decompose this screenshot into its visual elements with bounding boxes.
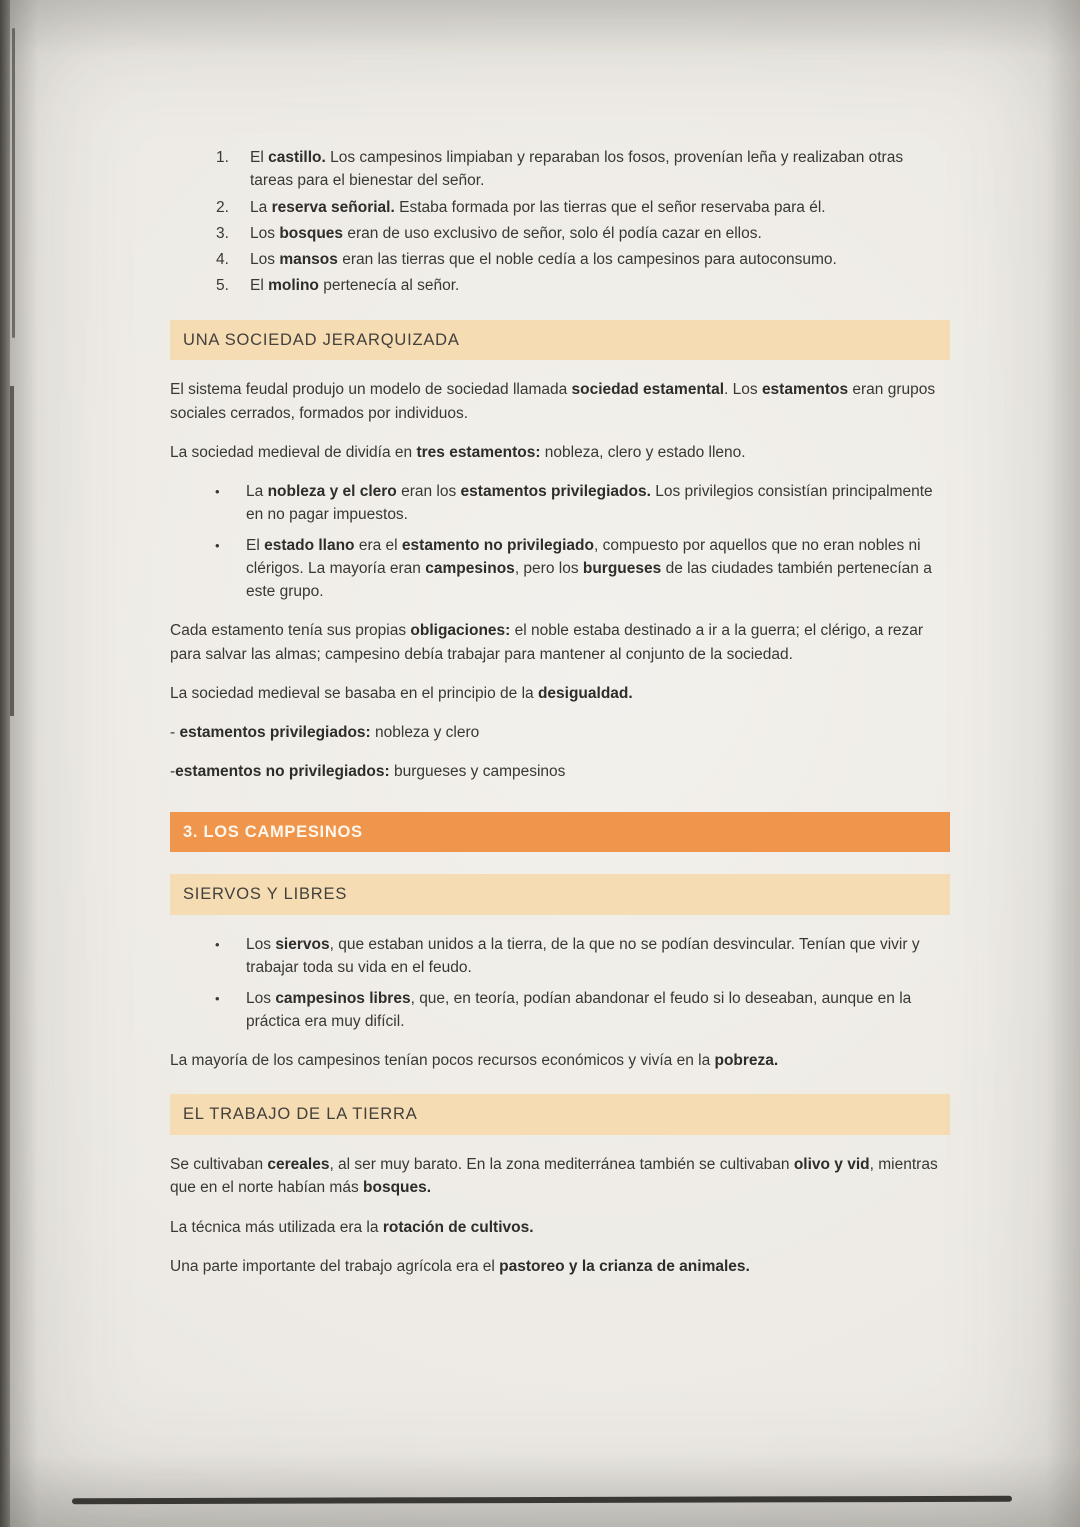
section-heading-siervos: SIERVOS Y LIBRES	[170, 874, 950, 915]
paragraph: Cada estamento tenía sus propias obligaciones: el noble estaba destinado a ir a la guerra; el clérigo, a rezar para salvar las almas; campesino debía trabajar para mantener al conjunto de la sociedad.	[170, 622, 924, 663]
bullet-list	[170, 933, 950, 1033]
scan-top-shadow	[0, 0, 1080, 56]
paragraph: La mayoría de los campesinos tenían pocos recursos económicos y vivía en la pobreza.	[170, 1052, 779, 1069]
bullet-list	[170, 480, 950, 603]
list-item	[216, 196, 950, 219]
scan-bottom-shadow	[0, 1455, 1080, 1527]
list-number: 2.	[216, 198, 229, 216]
list-item	[216, 146, 950, 193]
list-text: Los bosques eran de uso exclusivo de señor, solo él podía cazar en ellos.	[250, 224, 762, 242]
bullet-text: Los siervos, que estaban unidos a la tierra, de la que no se podían desvincular. Tenían que vivir y trabajar toda su vida en el feudo.	[246, 936, 920, 977]
list-text: La reserva señorial. Estaba formada por las tierras que el señor reservaba para él.	[250, 198, 826, 216]
scan-left-crease-top	[12, 28, 15, 338]
bullet-item	[215, 480, 950, 527]
bullet-marker: •	[215, 537, 220, 553]
bullet-text: El estado llano era el estamento no privilegiado, compuesto por aquellos que no eran nobles ni clérigos. La mayoría eran campesinos, pero los burgueses de las ciudades también pertenecían a este grupo.	[246, 536, 932, 600]
section-heading-jerarquizada: UNA SOCIEDAD JERARQUIZADA	[170, 320, 950, 361]
list-item	[216, 274, 950, 297]
bullet-item	[215, 933, 950, 980]
paragraph: El sistema feudal produjo un modelo de sociedad llamada sociedad estamental. Los estamentos eran grupos sociales cerrados, formados por individuos.	[170, 381, 936, 422]
document-content	[170, 146, 950, 1294]
paragraph: La sociedad medieval se basaba en el principio de la desigualdad.	[170, 684, 633, 702]
list-number: 5.	[216, 277, 229, 295]
list-number: 4.	[216, 251, 229, 268]
list-text: Los mansos eran las tierras que el noble cedía a los campesinos para autoconsumo.	[250, 251, 837, 268]
bullet-item	[215, 987, 950, 1034]
chapter-heading-campesinos: 3. LOS CAMPESINOS	[170, 812, 950, 853]
scan-left-edge	[0, 0, 10, 1527]
bullet-marker: •	[215, 484, 220, 499]
bullet-marker: •	[215, 990, 220, 1006]
list-text: El castillo. Los campesinos limpiaban y reparaban los fosos, provenían leña y realizaban otras tareas para el bienestar del señor.	[250, 149, 904, 190]
list-number: 3.	[216, 224, 229, 242]
bullet-marker: •	[215, 937, 220, 952]
dash-line: -estamentos no privilegiados: burgueses y campesinos	[170, 763, 566, 781]
scan-left-crease-mid	[10, 386, 14, 716]
paragraph: La técnica más utilizada era la rotación de cultivos.	[170, 1218, 534, 1236]
list-item	[216, 222, 950, 245]
paragraph: La sociedad medieval de dividía en tres estamentos: nobleza, clero y estado lleno.	[170, 443, 746, 461]
bullet-item	[215, 534, 950, 604]
bullet-text: Los campesinos libres, que, en teoría, podían abandonar el feudo si lo deseaban, aunque en la práctica era muy difícil.	[246, 989, 912, 1030]
dash-line: - estamentos privilegiados: nobleza y clero	[170, 724, 480, 741]
bullet-text: La nobleza y el clero eran los estamentos privilegiados. Los privilegios consistían principalmente en no pagar impuestos.	[246, 483, 933, 524]
paragraph: Una parte importante del trabajo agrícola era el pastoreo y la crianza de animales.	[170, 1257, 750, 1275]
numbered-list	[170, 146, 950, 298]
list-item	[216, 248, 950, 271]
list-number: 1.	[216, 149, 229, 166]
scan-right-shadow	[1046, 0, 1080, 1527]
section-heading-trabajo: EL TRABAJO DE LA TIERRA	[170, 1094, 950, 1135]
list-text: El molino pertenecía al señor.	[250, 277, 460, 295]
paragraph: Se cultivaban cereales, al ser muy barato. En la zona mediterránea también se cultivaban olivo y vid, mientras que en el norte habían más bosques.	[170, 1156, 938, 1197]
